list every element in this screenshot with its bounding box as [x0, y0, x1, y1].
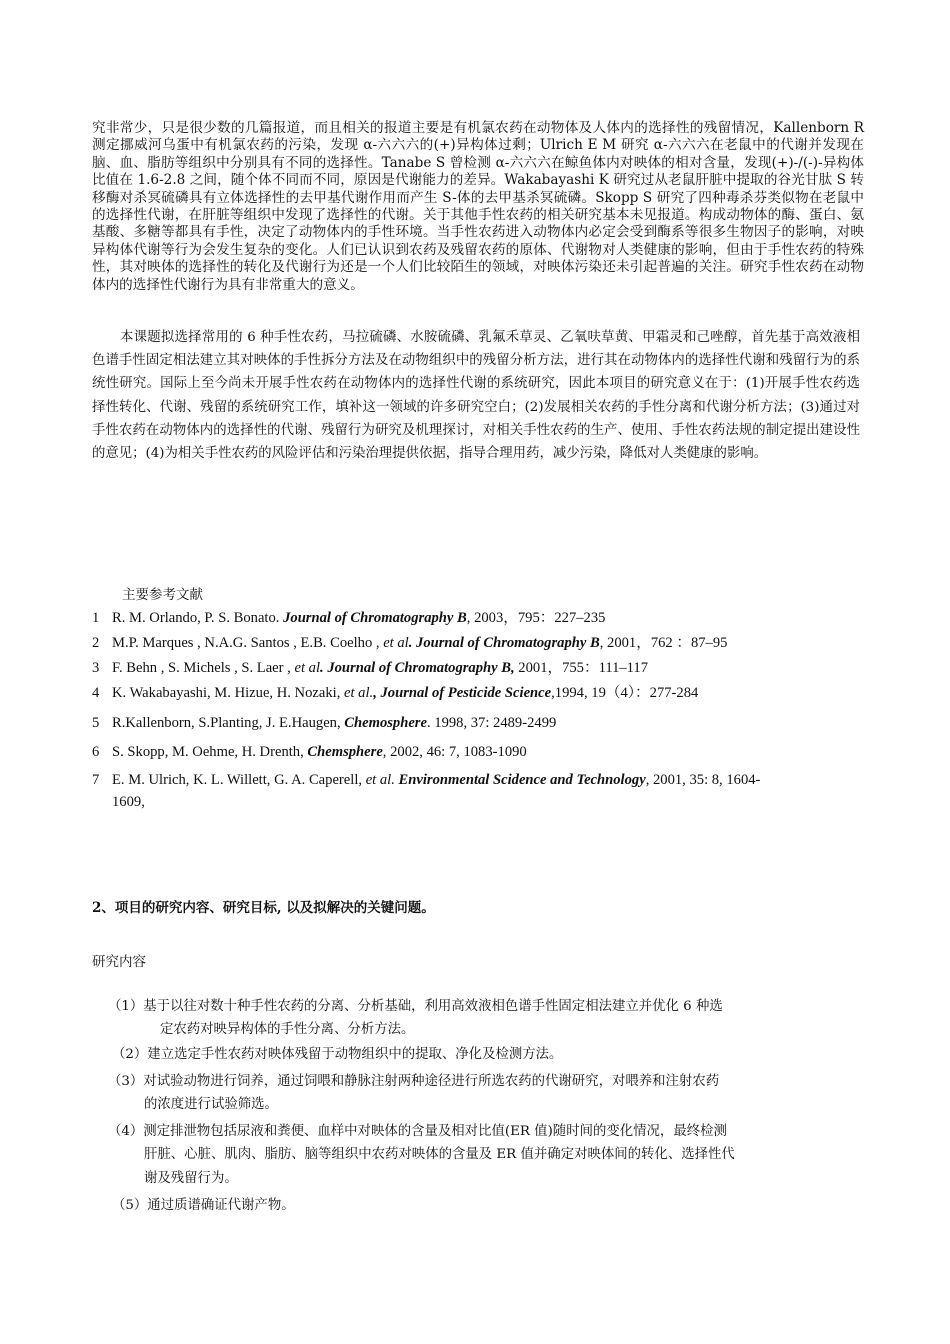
background-paragraph-1: 究非常少，只是很少数的几篇报道，而且相关的报道主要是有机氯农药在动物体及人体内的选择性的残留情况，Kallenborn R 测定挪威河乌蛋中有机氯农药的污染，发现 α-六六六的(+)异构体过剩；Ulrich E M 研究 α-六六六在老鼠中的代谢并发现在脑、血、脂肪等组织中分别具有不同的选择性。Tanabe S 曾检测 α-六六六在鲸鱼体内对映体的相对含量，发现(+)-/(-)-异构体比值在 1.6-2.8 之间，随个体不同而不同，原因是代谢能力的差异。Wakabayashi K 研究过从老鼠肝脏中提取的谷光甘肽 S 转移酶对杀冥硫磷具有立体选择性的去甲基代谢作用而产生 S-体的去甲基杀冥硫磷。Skopp S 研究了四种毒杀芬类似物在老鼠中的选择性代谢，在肝脏等组织中发现了选择性的代谢。关于其他手性农药的相关研究基本未见报道。构成动物体的酶、蛋白、氨基酸、多糖等都具有手性，决定了动物体内的手性环境。当手性农药进入动物体内必定会受到酶系等很多生物因子的影响，对映异构体代谢等行为会发生复杂的变化。人们已认识到农药及残留农药的原体、代谢物对人类健康的影响，但由于手性农药的特殊性，其对映体的选择性的转化及代谢行为还是一个人们比较陌生的领域，对映体污染还未引起普遍的关注。研究手性农药在动物体内的选择性代谢行为具有非常重大的意义。: [92, 120, 864, 293]
background-paragraph-2: 本课题拟选择常用的 6 种手性农药，马拉硫磷、水胺硫磷、乳氟禾草灵、乙氧呋草黄、甲霜灵和己唑醇，首先基于高效液相色谱手性固定相法建立其对映体的手性拆分方法及在动物组织中的残留分析方法，进行其在动物体内的选择性代谢和残留行为的系统性研究。国际上至今尚未开展手性农药在动物体内的选择性代谢的系统研究，因此本项目的研究意义在于：(1)开展手性农药选择性转化、代谢、残留的系统研究工作，填补这一领域的许多研究空白；(2)发展相关农药的手性分离和代谢分析方法；(3)通过对手性农药在动物体内的选择性的代谢、残留行为研究及机理探讨，对相关手性农药的生产、使用、手性农药法规的制定提出建设性的意见；(4)为相关手性农药的风险评估和污染治理提供依据，指导合理用药，减少污染，降低对人类健康的影响。: [92, 330, 860, 462]
section-heading: 2、项目的研究内容、研究目标, 以及拟解决的关键问题。: [92, 900, 435, 916]
research-item-1: （1）基于以往对数十种手性农药的分离、分析基础，利用高效液相色谱手性固定相法建立并优化 6 种选 定农药对映异构体的手性分离、分析方法。: [108, 999, 723, 1038]
reference-item: 7 E. M. Ulrich, K. L. Willett, G. A. Caperell, et al. Environmental Scidence and Technology, 2001, 35: 8, 1604- 1609,: [92, 772, 761, 810]
research-item-3: （3）对试验动物进行饲养，通过饲喂和静脉注射两种途径进行所选农药的代谢研究，对喂养和注射农药 的浓度进行试验筛选。: [108, 1074, 720, 1113]
reference-item: 6 S. Skopp, M. Oehme, H. Drenth, Chemsphere, 2002, 46: 7, 1083-1090: [92, 744, 527, 760]
research-content-heading: 研究内容: [92, 954, 146, 970]
reference-item: 2 M.P. Marques , N.A.G. Santos , E.B. Coelho , et al. Journal of Chromatography B, 2001，762 ：87–95: [92, 635, 728, 651]
research-item-5: （5）通过质谱确证代谢产物。: [112, 1198, 295, 1213]
research-item-2: （2）建立选定手性农药对映体残留于动物组织中的提取、净化及检测方法。: [112, 1047, 563, 1062]
references-heading: 主要参考文献: [122, 587, 203, 603]
reference-item: 3 F. Behn , S. Michels , S. Laer , et al. Journal of Chromatography B, 2001，755：111–117: [92, 660, 649, 676]
reference-item: 1 R. M. Orlando, P. S. Bonato. Journal of Chromatography B, 2003，795：227–235: [92, 610, 606, 626]
reference-item: 4 K. Wakabayashi, M. Hizue, H. Nozaki, et al., Journal of Pesticide Science,1994, 19（4）：277-284: [92, 685, 699, 701]
reference-item: 5 R.Kallenborn, S.Planting, J. E.Haugen, Chemosphere. 1998, 37: 2489-2499: [92, 715, 557, 731]
research-item-4: （4）测定排泄物包括尿液和粪便、血样中对映体的含量及相对比值(ER 值)随时间的变化情况，最终检测 肝脏、心脏、肌肉、脂肪、脑等组织中农药对映体的含量及 ER 值并确定对映体间的转化、选择性代 谢及残留行为。: [108, 1124, 735, 1186]
